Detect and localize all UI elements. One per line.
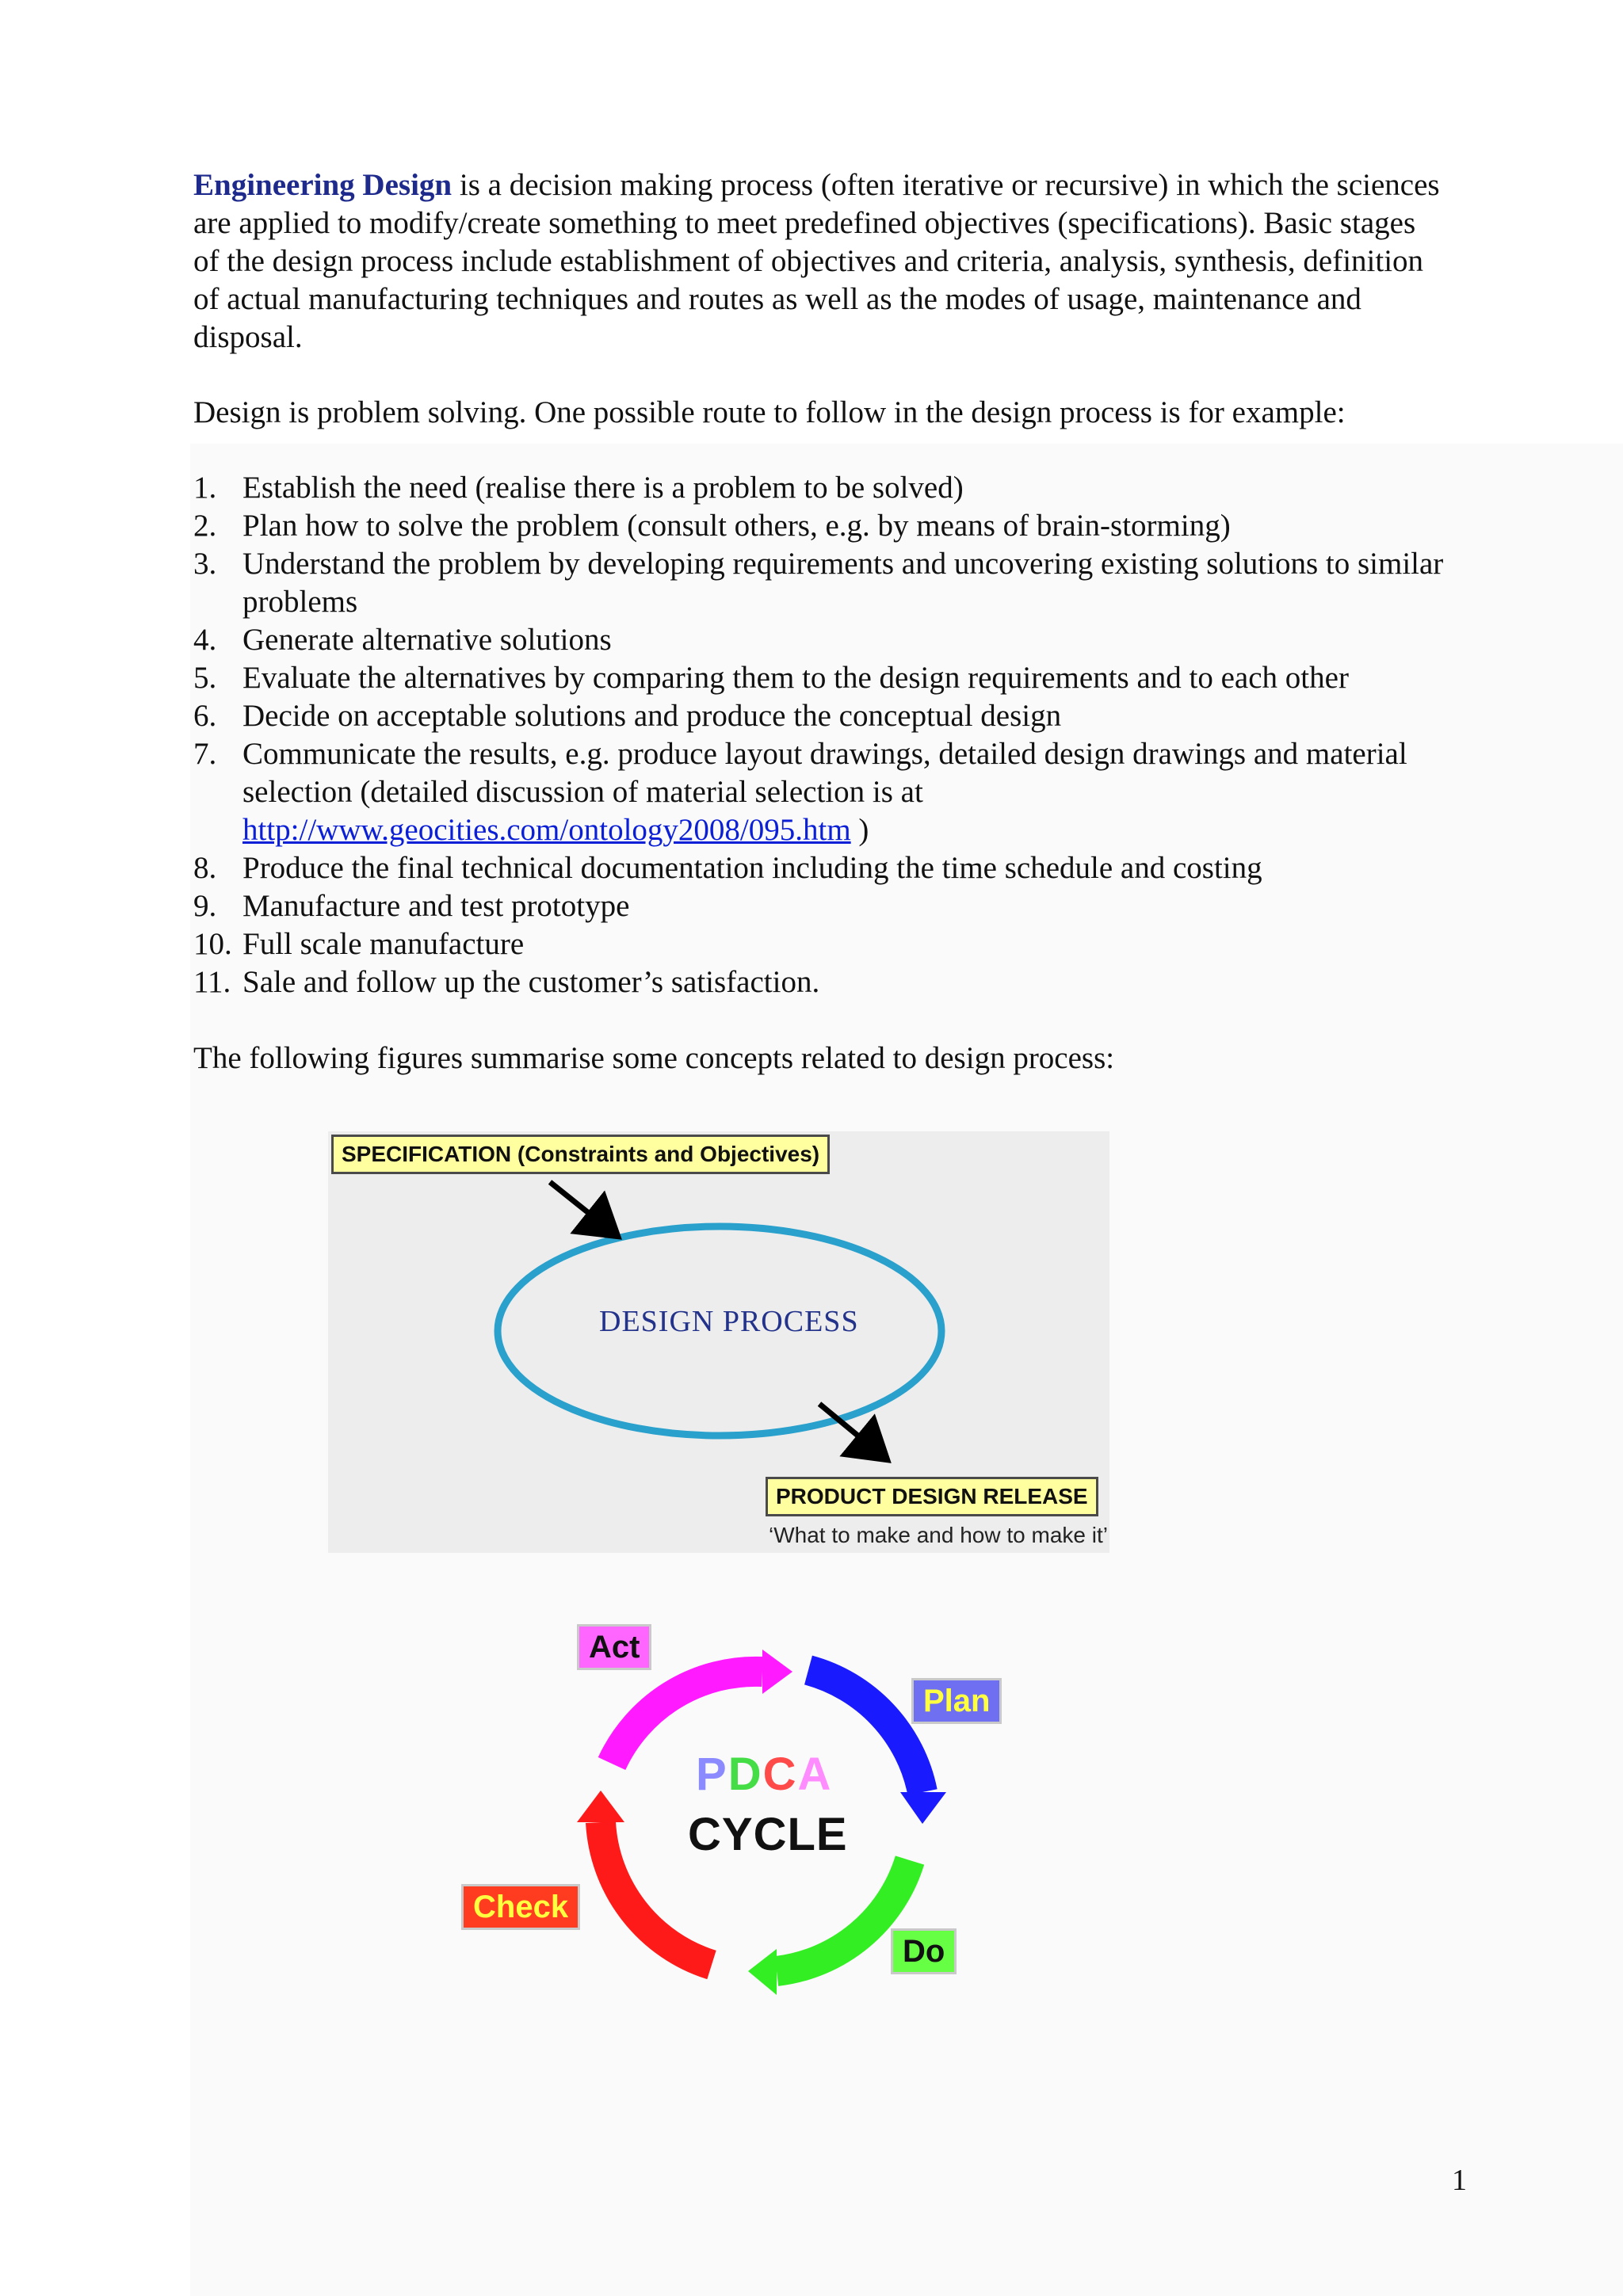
product-release-tag: PRODUCT DESIGN RELEASE [766, 1477, 1098, 1516]
pdca-title: PDCA [696, 1749, 833, 1800]
list-item: 10. Full scale manufacture [193, 927, 525, 961]
act-arrowhead [762, 1650, 792, 1694]
list-item: 6. Decide on acceptable solutions and produce the conceptual design [193, 699, 1062, 733]
list-item: 4. Generate alternative solutions [193, 623, 612, 657]
intro-text: is a decision making process (often iterative or recursive) in which the sciences are applied to modify/create something to meet predefined objectives (specifications). Basic stages of the design process include establishment of objectives and criteria, analysis, synthesis, definition of actual manufacturing techniques and routes as well as the modes of usage, maintenance and disposal. [193, 168, 1440, 354]
spec-arrow [550, 1182, 613, 1233]
release-caption: ‘What to make and how to make it’ [769, 1523, 1108, 1547]
design-steps-list [193, 469, 1445, 1001]
act-label: Act [577, 1624, 651, 1670]
design-process-label: DESIGN PROCESS [599, 1305, 859, 1338]
material-selection-link[interactable]: http://www.geocities.com/ontology2008/095.htm [242, 813, 851, 847]
intro-paragraph [193, 166, 1445, 357]
check-label: Check [461, 1884, 580, 1930]
plan-label: Plan [911, 1678, 1002, 1724]
specification-tag: SPECIFICATION (Constraints and Objectives) [331, 1135, 830, 1174]
figures-intro: The following figures summarise some concepts related to design process: [193, 1041, 1115, 1075]
page-number: 1 [1452, 2164, 1467, 2197]
list-item: 7. Communicate the results, e.g. produce layout drawings, detailed design drawings and material selection (detailed discussion of material selection is at http://www.geocities.com/ontology2008/095.htm ) [193, 737, 1407, 847]
do-label: Do [891, 1928, 957, 1974]
pdca-subtitle: CYCLE [688, 1809, 848, 1860]
check-arrowhead [577, 1791, 624, 1822]
plan-arrowhead [900, 1792, 946, 1824]
pdca-cycle-figure [444, 1608, 1062, 2020]
list-item: 2. Plan how to solve the problem (consult others, e.g. by means of brain-storming) [193, 509, 1231, 543]
list-item: 8. Produce the final technical documentation including the time schedule and costing [193, 851, 1262, 885]
term-engineering-design: Engineering Design [193, 168, 453, 202]
document-body [193, 166, 1445, 1115]
list-item: 1. Establish the need (realise there is a problem to be solved) [193, 471, 964, 505]
list-item: 5. Evaluate the alternatives by comparing them to the design requirements and to each other [193, 661, 1349, 695]
list-item: 3. Understand the problem by developing requirements and uncovering existing solutions to similar problems [193, 547, 1444, 619]
do-arrowhead [748, 1949, 777, 1995]
do-arrow [777, 1860, 910, 1971]
route-intro: Design is problem solving. One possible route to follow in the design process is for example: [193, 395, 1346, 429]
list-item: 9. Manufacture and test prototype [193, 889, 630, 923]
design-process-figure [328, 1131, 1109, 1553]
list-item: 11. Sale and follow up the customer’s satisfaction. [193, 965, 820, 999]
